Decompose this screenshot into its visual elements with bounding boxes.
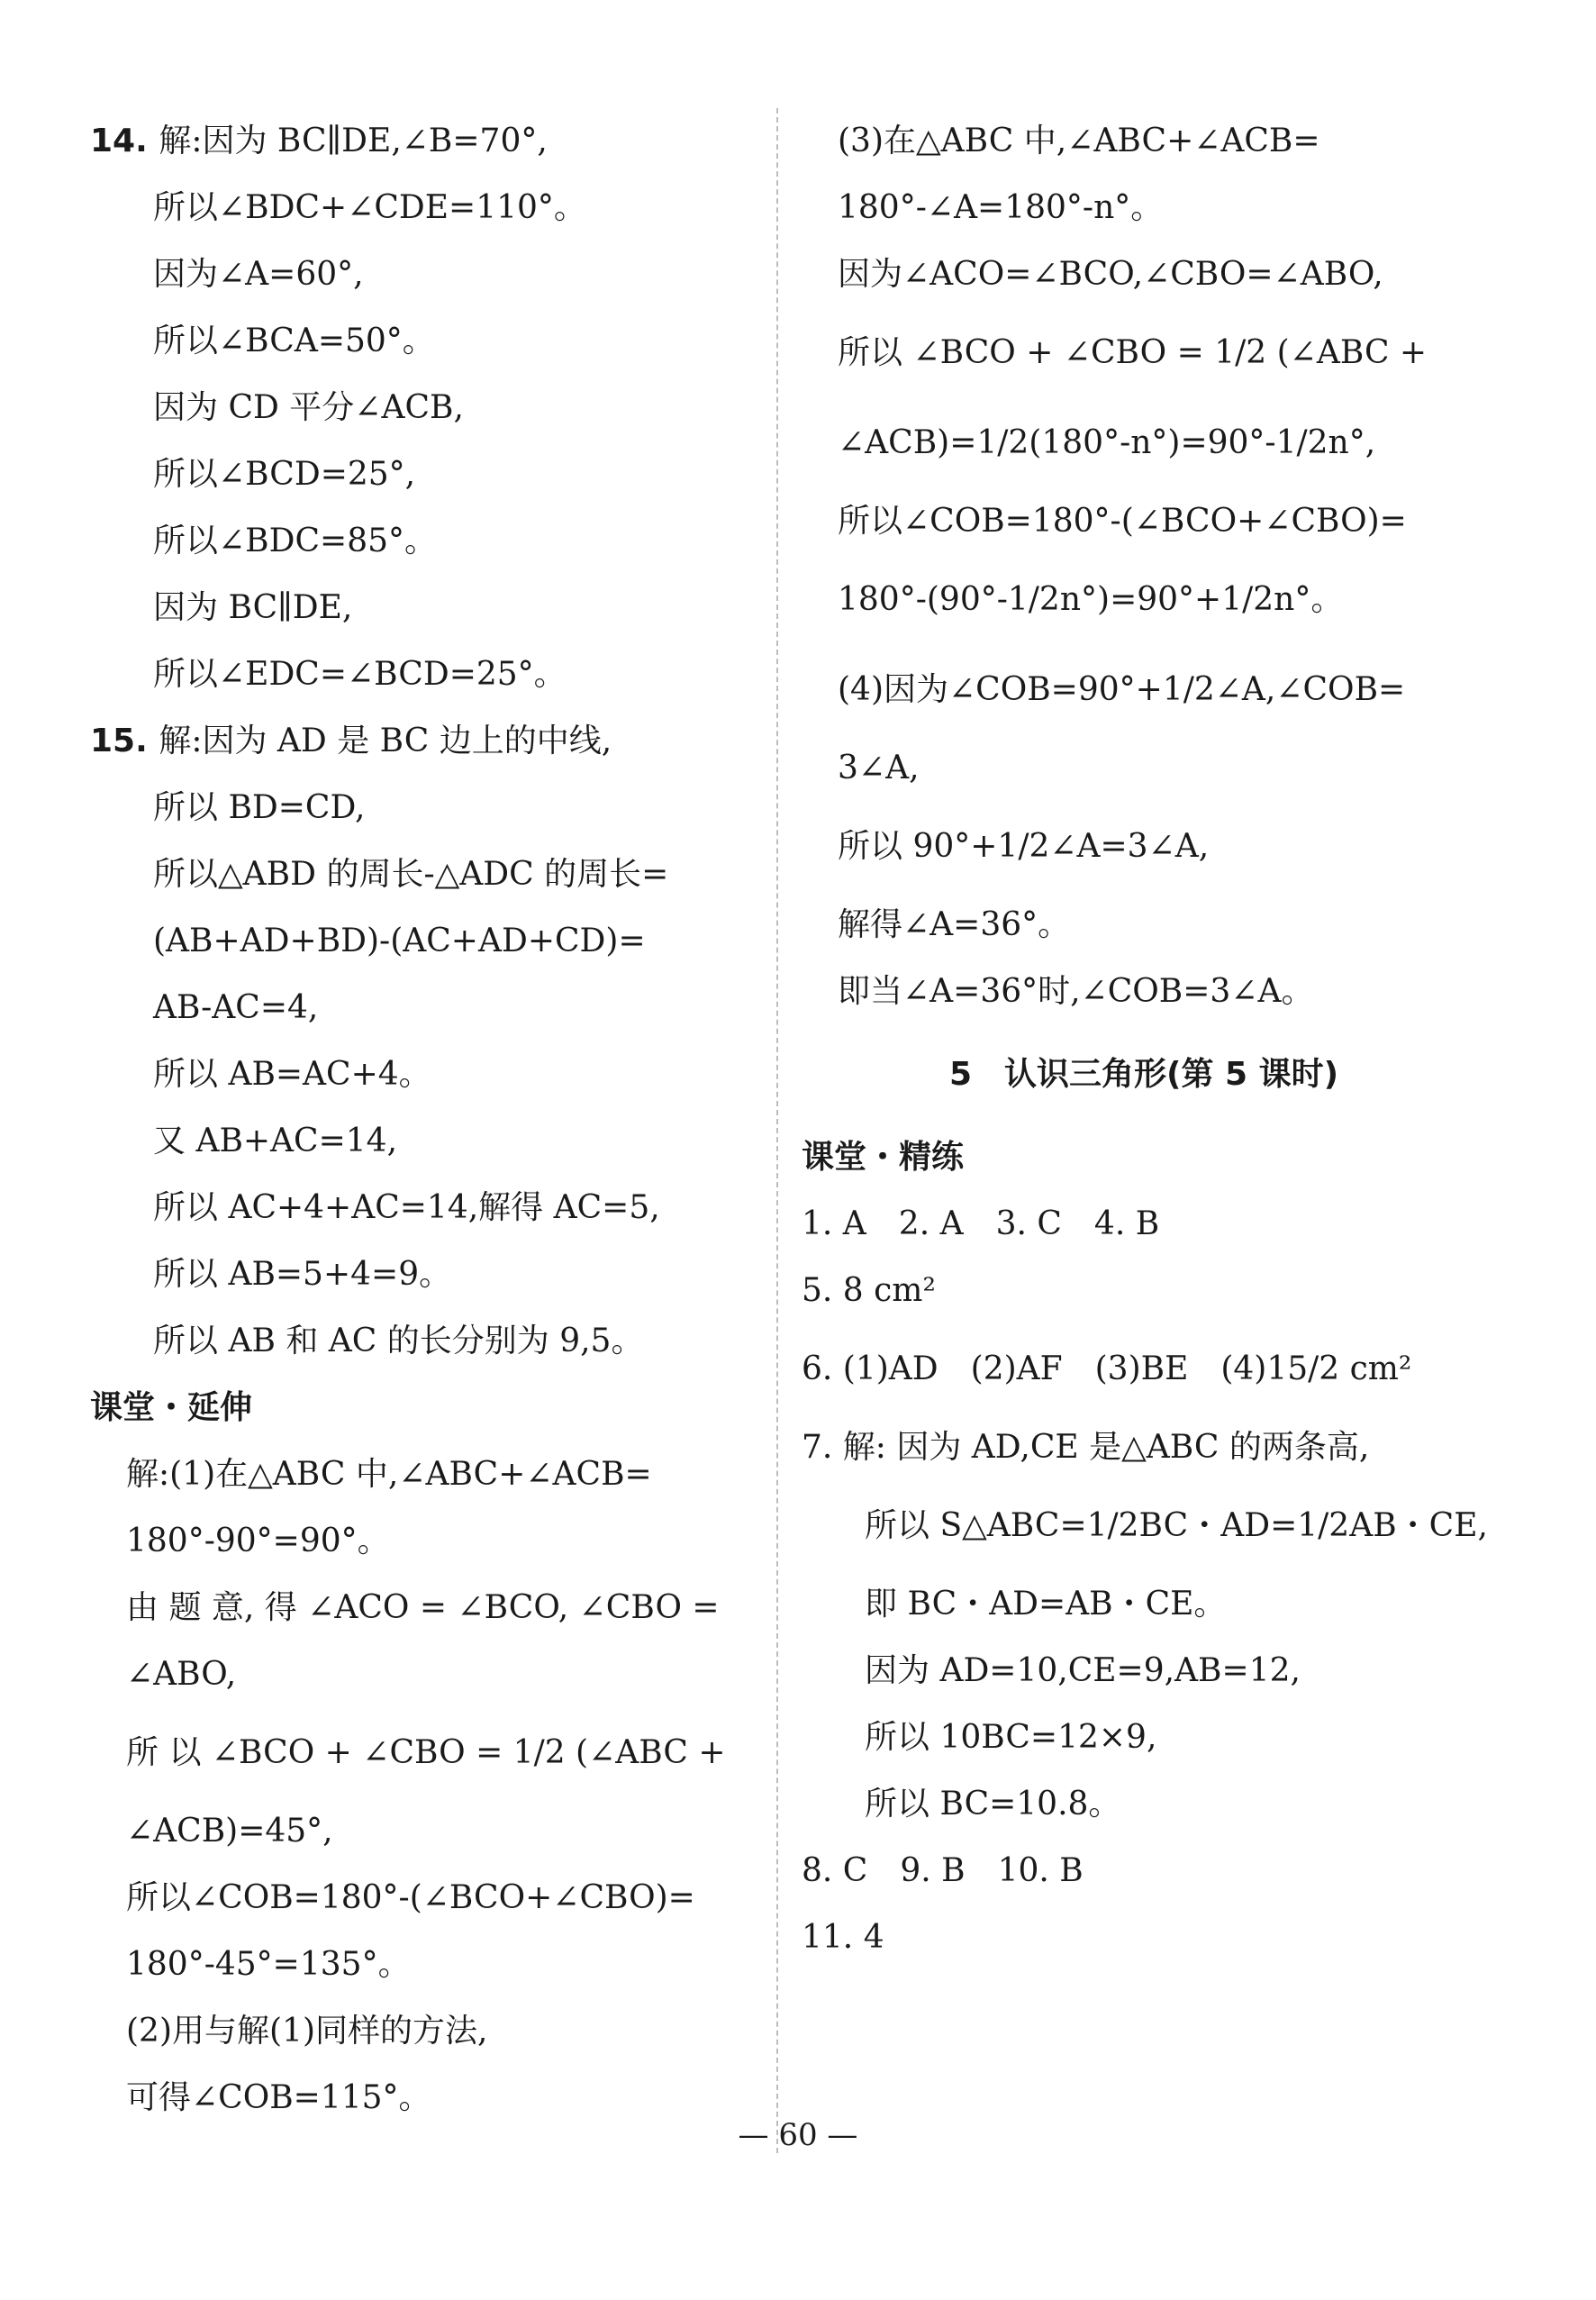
answer-line <box>90 975 757 1041</box>
answer-line <box>802 308 1486 398</box>
answer-text: 由 题 意, 得 ∠ACO = ∠BCO, ∠CBO = <box>126 1589 720 1626</box>
answer-line <box>90 775 757 841</box>
answer-line <box>802 1771 1486 1838</box>
question-number: 14. <box>90 123 159 159</box>
answer-line <box>802 892 1486 959</box>
answer-line <box>802 1258 1486 1324</box>
answer-line <box>90 1308 757 1375</box>
answer-line <box>802 802 1486 892</box>
answer-line <box>90 108 757 175</box>
answer-line <box>802 241 1486 308</box>
answer-line <box>90 575 757 641</box>
answer-text: ∠ABO, <box>126 1656 237 1693</box>
answer-line <box>90 1108 757 1175</box>
answer-text: 5. 8 cm² <box>802 1272 936 1309</box>
answer-line <box>802 108 1486 175</box>
answer-line <box>802 735 1486 802</box>
answer-line <box>90 641 757 708</box>
answer-text: 所以 90°+1/2∠A=3∠A, <box>838 828 1210 865</box>
answer-text: (3)在△ABC 中,∠ABC+∠ACB= <box>838 123 1320 159</box>
answer-line <box>90 1041 757 1108</box>
right-column <box>802 108 1486 1971</box>
answer-text: 180°-(90°-1/2n°)=90°+1/2n°。 <box>838 581 1344 618</box>
answer-text: 所以∠BDC=85°。 <box>153 523 438 559</box>
answer-line <box>90 1932 757 1998</box>
column-divider <box>776 108 778 2153</box>
answer-line <box>90 1175 757 1241</box>
answer-text: 所以△ABD 的周长-△ADC 的周长= <box>153 856 669 893</box>
answer-line <box>90 1641 757 1708</box>
answer-text: 因为∠ACO=∠BCO,∠CBO=∠ABO, <box>838 256 1383 293</box>
answer-text: 又 AB+AC=14, <box>153 1123 398 1159</box>
answer-line <box>90 441 757 508</box>
answer-line <box>802 1638 1486 1705</box>
answer-text: 因为 CD 平分∠ACB, <box>153 389 464 426</box>
answer-text: 即 BC・AD=AB・CE。 <box>865 1586 1227 1623</box>
answer-text: 6. (1)AD (2)AF (3)BE (4)15/2 cm² <box>802 1350 1412 1387</box>
answer-text: 180°-90°=90°。 <box>126 1523 390 1559</box>
answer-line <box>802 175 1486 241</box>
answer-text: (2)用与解(1)同样的方法, <box>126 2013 488 2050</box>
answer-text: 7. 解: 因为 AD,CE 是△ABC 的两条高, <box>802 1429 1370 1466</box>
answer-text: 所以 AB=AC+4。 <box>153 1056 431 1093</box>
answer-text: 1. A 2. A 3. C 4. B <box>802 1205 1160 1242</box>
section-heading: 课堂・精练 <box>802 1139 965 1176</box>
lesson-title: 5 认识三角形(第 5 课时) <box>948 1056 1339 1093</box>
answer-line <box>802 645 1486 735</box>
answer-line <box>802 1838 1486 1905</box>
answer-text: 所以 ∠BCO + ∠CBO = 1/2 (∠ABC + <box>838 334 1428 371</box>
answer-line <box>90 241 757 308</box>
answer-text: 所以 AC+4+AC=14,解得 AC=5, <box>153 1189 660 1226</box>
answer-text: 解:因为 BC∥DE,∠B=70°, <box>159 123 548 159</box>
answer-text: 180°-∠A=180°-n°。 <box>838 189 1164 226</box>
answer-text: 可得∠COB=115°。 <box>126 2079 431 2116</box>
answer-line <box>802 398 1486 488</box>
answer-text: 即当∠A=36°时,∠COB=3∠A。 <box>838 973 1314 1010</box>
answer-text: 所 以 ∠BCO + ∠CBO = 1/2 (∠ABC + <box>126 1734 726 1771</box>
answer-text: 11. 4 <box>802 1919 884 1956</box>
answer-line <box>90 708 757 775</box>
answer-text: 解:因为 AD 是 BC 边上的中线, <box>159 723 612 759</box>
answer-text: 因为∠A=60°, <box>153 256 364 293</box>
answer-line <box>90 508 757 575</box>
answer-line <box>90 1575 757 1641</box>
answer-line <box>802 1191 1486 1258</box>
answer-line <box>90 1441 757 1508</box>
answer-line <box>802 1571 1486 1638</box>
answer-text: 8. C 9. B 10. B <box>802 1852 1084 1889</box>
answer-text: 所以 10BC=12×9, <box>865 1719 1157 1756</box>
left-column <box>90 108 757 2132</box>
answer-text: AB-AC=4, <box>153 989 319 1026</box>
answer-line <box>90 1241 757 1308</box>
answer-text: ∠ACB)=1/2(180°-n°)=90°-1/2n°, <box>838 424 1376 461</box>
answer-text: (4)因为∠COB=90°+1/2∠A,∠COB= <box>838 671 1406 708</box>
answer-line <box>802 555 1486 645</box>
answer-text: 所以 AB=5+4=9。 <box>153 1256 452 1293</box>
answer-text: 所以 BD=CD, <box>153 789 366 826</box>
answer-text: 解:(1)在△ABC 中,∠ABC+∠ACB= <box>126 1456 652 1493</box>
answer-text: ∠ACB)=45°, <box>126 1813 333 1850</box>
answer-line <box>90 908 757 975</box>
section-heading: 课堂・延伸 <box>90 1389 253 1426</box>
answer-text: 解得∠A=36°。 <box>838 906 1071 943</box>
answer-line <box>802 1414 1486 1481</box>
answer-text: 所以∠BCA=50°。 <box>153 323 435 359</box>
answer-line <box>802 1705 1486 1771</box>
answer-text: 180°-45°=135°。 <box>126 1946 411 1983</box>
answer-line <box>90 841 757 908</box>
answer-line <box>90 175 757 241</box>
answer-text: 3∠A, <box>838 750 920 786</box>
answer-line <box>90 1798 757 1865</box>
question-number: 15. <box>90 723 159 759</box>
answer-line <box>802 959 1486 1025</box>
answer-text: 所以∠BDC+∠CDE=110°。 <box>153 189 586 226</box>
answer-line <box>802 488 1486 555</box>
answer-line <box>90 1998 757 2065</box>
answer-text: 所以∠COB=180°-(∠BCO+∠CBO)= <box>838 503 1407 540</box>
answer-line <box>90 1708 757 1798</box>
answer-line <box>802 1481 1486 1571</box>
answer-text: (AB+AD+BD)-(AC+AD+CD)= <box>153 923 646 959</box>
answer-line <box>802 1905 1486 1971</box>
answer-text: 因为 BC∥DE, <box>153 589 353 626</box>
answer-text: 所以∠COB=180°-(∠BCO+∠CBO)= <box>126 1879 695 1916</box>
answer-text: 所以 S△ABC=1/2BC・AD=1/2AB・CE, <box>865 1507 1488 1544</box>
answer-line <box>802 1324 1486 1414</box>
answer-line <box>90 1865 757 1932</box>
answer-text: 所以∠EDC=∠BCD=25°。 <box>153 656 567 693</box>
answer-line <box>90 1508 757 1575</box>
answer-text: 所以 AB 和 AC 的长分别为 9,5。 <box>153 1323 644 1359</box>
answer-text: 所以 BC=10.8。 <box>865 1786 1121 1823</box>
answer-line <box>90 308 757 375</box>
page-number: — 60 — <box>738 2117 858 2153</box>
answer-line <box>90 375 757 441</box>
answer-text: 所以∠BCD=25°, <box>153 456 416 493</box>
answer-text: 因为 AD=10,CE=9,AB=12, <box>865 1652 1301 1689</box>
